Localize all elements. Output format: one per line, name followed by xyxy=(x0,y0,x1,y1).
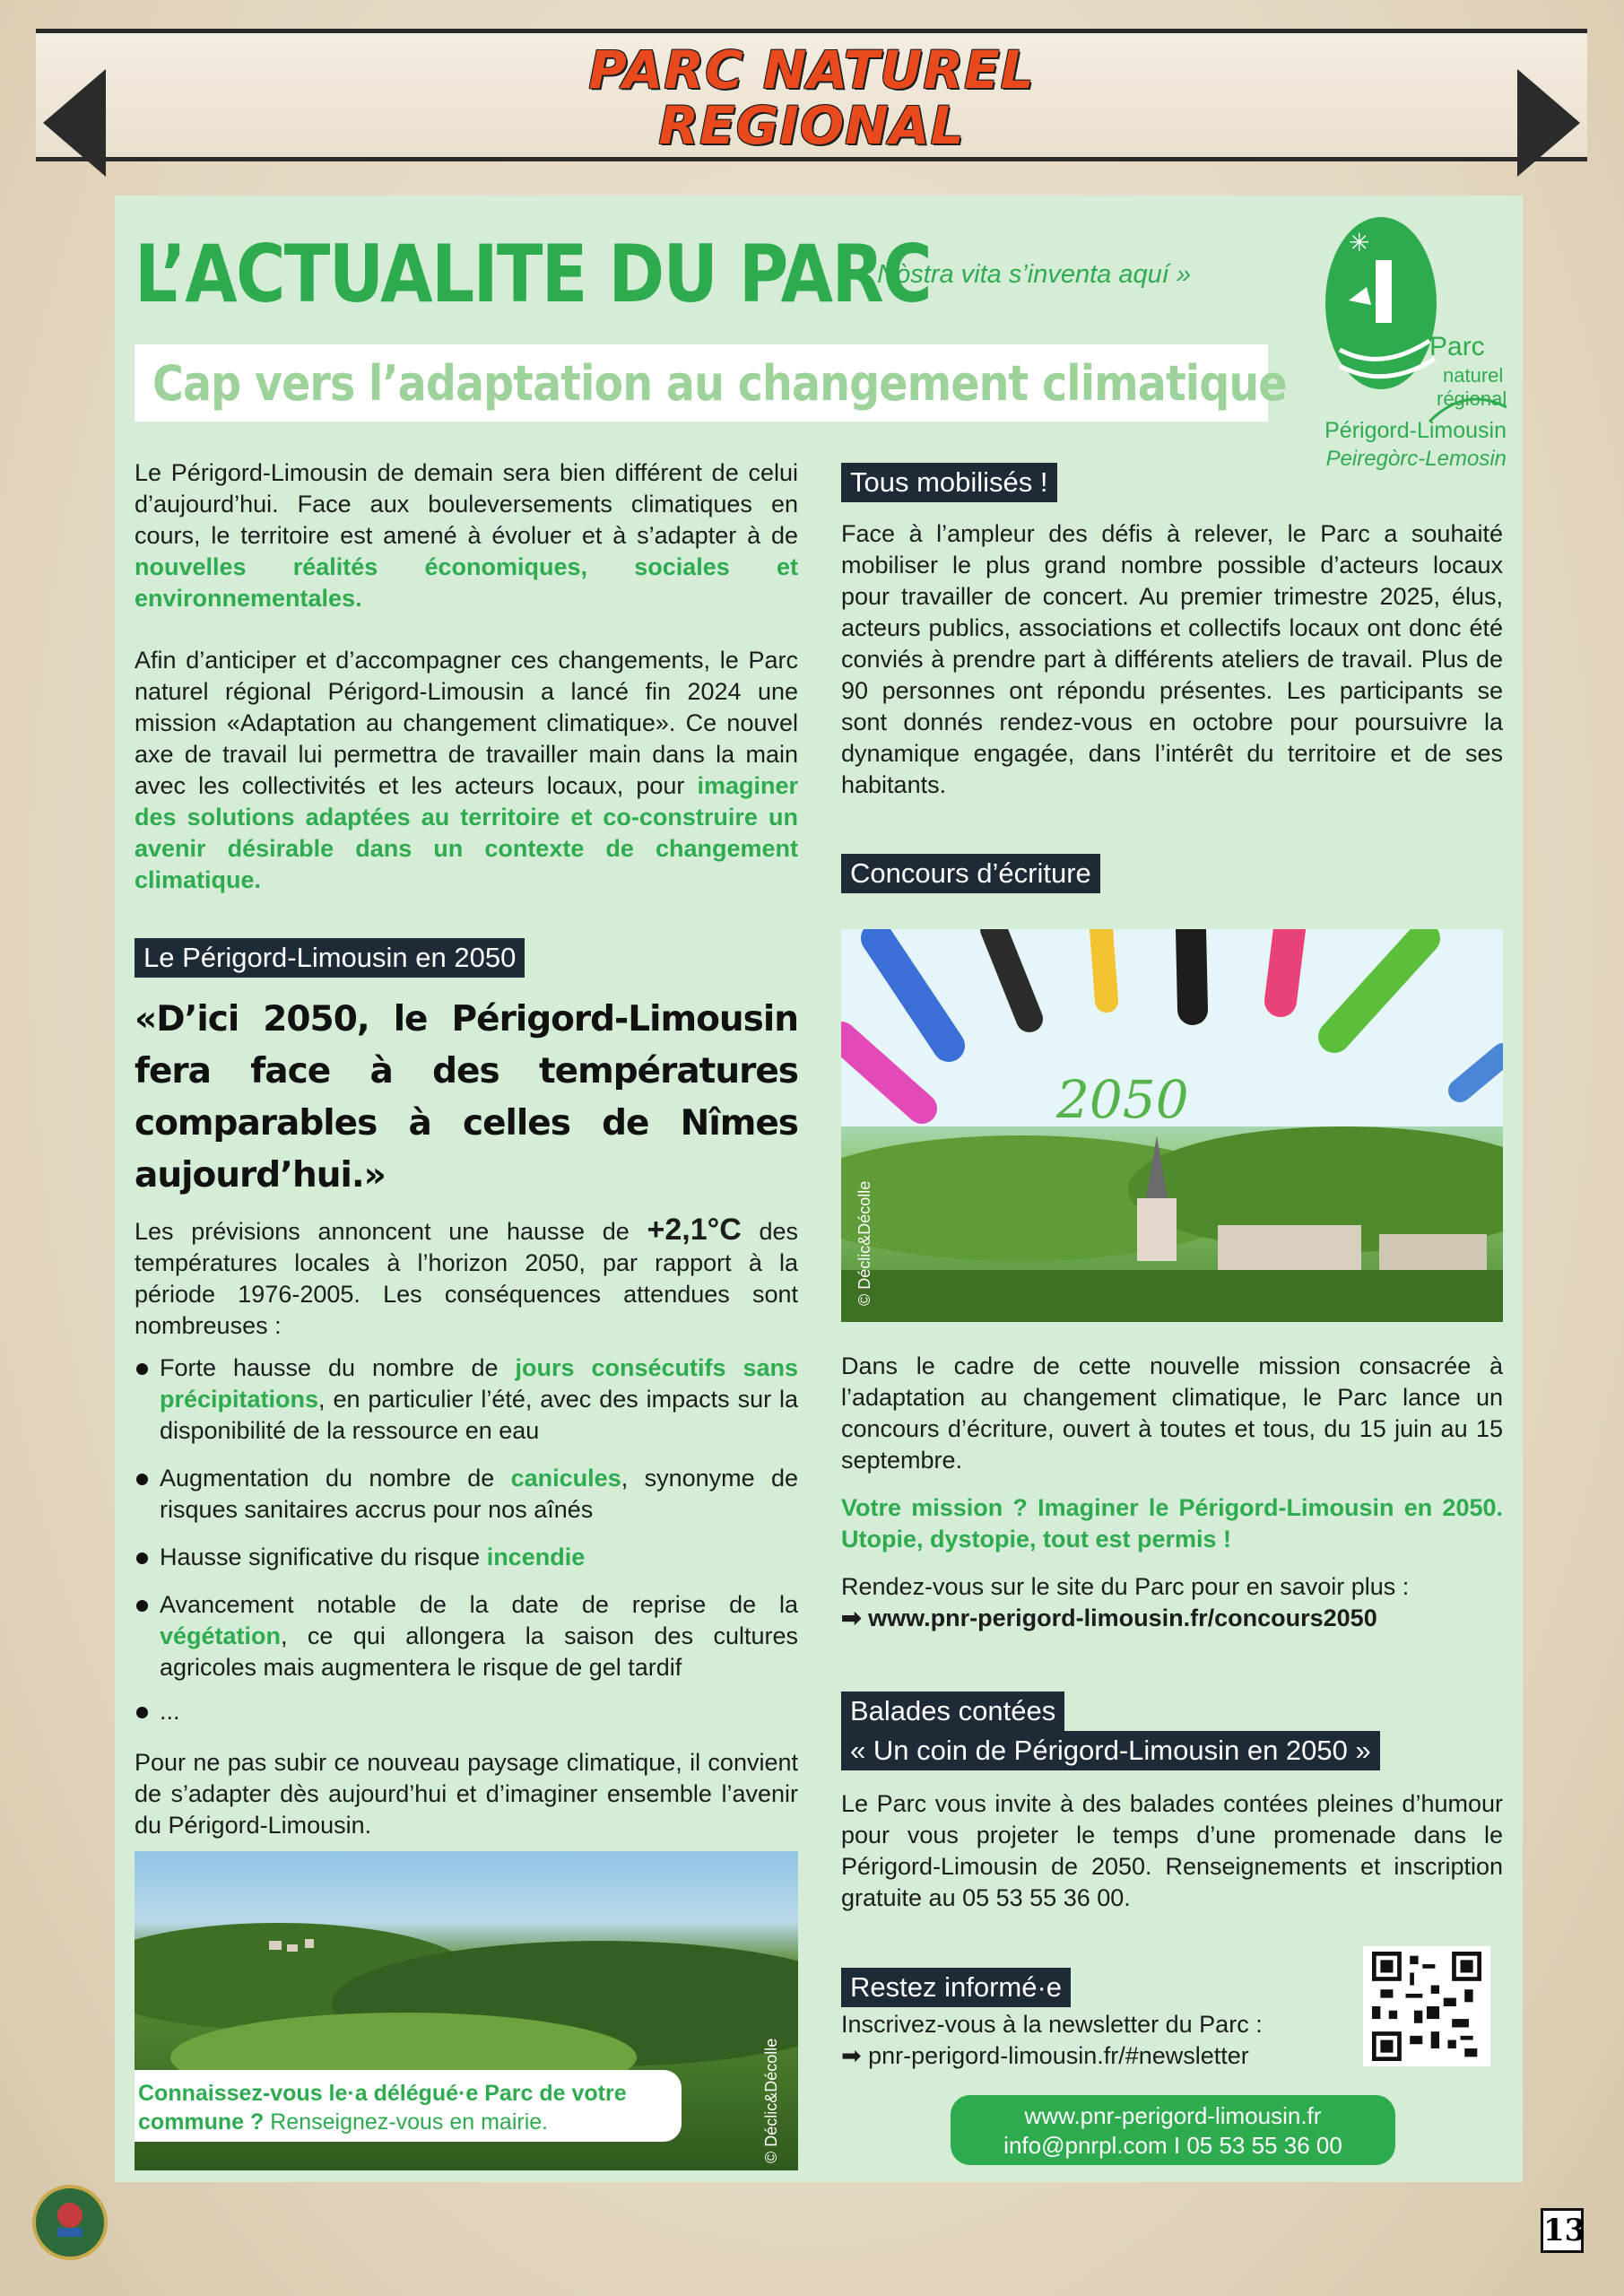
list-item: ... xyxy=(135,1696,798,1727)
page-title: L’ACTUALITE DU PARC xyxy=(135,228,931,320)
right-mobilises xyxy=(841,463,1503,801)
conclusion-paragraph: Pour ne pas subir ce nouveau paysage climatique, il convient de s’adapter dès aujourd’hui et d’imaginer ensemble l’avenir du Périgord-Limousin. xyxy=(135,1749,798,1839)
right-concours xyxy=(841,854,1503,893)
banner-line-1: PARC NATUREL xyxy=(588,39,1035,100)
balades-heading: Balades contées xyxy=(841,1692,1064,1731)
contact-email-phone[interactable]: info@pnrpl.com I 05 53 55 36 00 xyxy=(1003,2132,1342,2159)
quote-2050: «D’ici 2050, le Périgord-Limousin fera face à des températures comparables à celles de Nîmes aujourd’hui.» xyxy=(135,999,798,1196)
list-item: Hausse significative du risque incendie xyxy=(135,1542,798,1573)
contact-pill[interactable] xyxy=(951,2095,1395,2165)
qr-pattern xyxy=(1368,1952,1485,2061)
pens-village-illustration xyxy=(841,929,1503,1322)
svg-text:✳: ✳ xyxy=(1349,228,1370,257)
banner-line-2: REGIONAL xyxy=(658,95,965,156)
list-item: Avancement notable de la date de reprise de la végétation, ce qui allongera la saison des cultures agricoles mais augmentera le risque de gel tardif xyxy=(135,1589,798,1683)
logo-regional-text: régional xyxy=(1437,387,1507,410)
mobilises-heading: Tous mobilisés ! xyxy=(841,463,1057,502)
list-item: Forte hausse du nombre de jours consécutifs sans précipitations, en particulier l’été, avec des impacts sur la disponibilité de la ressource en eau xyxy=(135,1352,798,1447)
motto: « Nòstra vita s’inventa aquí » xyxy=(855,260,1191,289)
qr-code-icon[interactable] xyxy=(1363,1946,1490,2066)
page-number: 13 xyxy=(1541,2208,1584,2253)
logo-naturel-text: naturel xyxy=(1443,364,1504,387)
seal-emblem-icon xyxy=(32,2185,108,2260)
logo-name-fr: Périgord-Limousin xyxy=(1324,418,1507,443)
mission-callout: Votre mission ? Imaginer le Périgord-Limousin en 2050. Utopie, dystopie, tout est permis ! xyxy=(841,1494,1503,1552)
article-card xyxy=(115,196,1523,2182)
banner xyxy=(36,29,1587,161)
park-logo xyxy=(1322,215,1510,484)
balades-subheading: « Un coin de Périgord-Limousin en 2050 » xyxy=(841,1731,1380,1770)
website-intro: Rendez-vous sur le site du Parc pour en savoir plus : xyxy=(841,1573,1410,1600)
subtitle-box xyxy=(135,344,1287,422)
right-newsletter xyxy=(841,1968,1343,2072)
photo-credit: © Déclic&Décolle xyxy=(762,2038,780,2163)
intro-paragraph: Le Périgord-Limousin de demain sera bien différent de celui d’aujourd’hui. Face aux bouleversements climatiques en cours, le territoire est amené à évoluer et à s’adapter à de nouvelles réalités économiques, sociales et environnementales. xyxy=(135,459,798,612)
list-item: Augmentation du nombre de canicules, synonyme de risques sanitaires accrus pour nos aînés xyxy=(135,1463,798,1526)
consequence-list xyxy=(135,1352,798,1727)
concours-heading: Concours d’écriture xyxy=(841,854,1100,893)
balades-paragraph: Le Parc vous invite à des balades contées pleines d’humour pour vous projeter le temps d’une promenade dans le Périgord-Limousin de 2050. Renseignements et inscription gratuite au 05 53 55 36 00. xyxy=(841,1790,1503,1911)
mobilises-paragraph: Face à l’ampleur des défis à relever, le Parc a souhaité mobiliser le plus grand nombre possible d’acteurs locaux pour travailler de concert. Au premier trimestre 2025, élus, acteurs publics, associations et collectifs locaux ont donc été conviés à prendre part à différents ateliers de travail. Plus de 90 personnes ont répondu présentes. Les participants se sont donnés rendez-vous en octobre pour poursuivre la dynamique engagée, dans l’intérêt du territoire et de ses habitants. xyxy=(841,520,1503,798)
concours-link[interactable]: ➡ www.pnr-perigord-limousin.fr/concours2050 xyxy=(841,1605,1377,1631)
logo-name-oc: Peiregòrc-Lemosin xyxy=(1325,447,1507,471)
contact-website[interactable]: www.pnr-perigord-limousin.fr xyxy=(1024,2102,1322,2129)
section-2050-heading: Le Périgord-Limousin en 2050 xyxy=(135,938,525,978)
newsletter-heading: Restez informé·e xyxy=(841,1968,1071,2007)
mission-paragraph: Afin d’anticiper et d’accompagner ces changements, le Parc naturel régional Périgord-Limousin a lancé fin 2024 une mission «Adaptation au changement climatique». Ce nouvel axe de travail lui permettra de travailler main dans la main avec les collectivités et les acteurs locaux, pour imaginer des solutions adaptées au territoire et co-construire un avenir désirable dans un contexte de changement climatique. xyxy=(135,647,798,893)
logo-park-text: Parc xyxy=(1429,332,1485,361)
right-balades xyxy=(841,1692,1503,1914)
right-concours-text xyxy=(841,1351,1503,1634)
landscape-photo xyxy=(135,1851,798,2170)
banner-title xyxy=(36,39,1587,156)
section-2050 xyxy=(135,938,798,1841)
bulletin-seal-logo xyxy=(32,2185,108,2260)
delegate-callout: Connaissez-vous le·a délégué·e Parc de votre commune ? Renseignez-vous en mairie. xyxy=(135,2070,682,2142)
newsletter-link[interactable]: ➡ pnr-perigord-limousin.fr/#newsletter xyxy=(841,2042,1249,2069)
newsletter-text: Inscrivez-vous à la newsletter du Parc : xyxy=(841,2011,1263,2038)
writing-contest-illustration xyxy=(841,929,1503,1322)
subtitle: Cap vers l’adaptation au changement climatique xyxy=(152,355,1287,412)
contest-year-text: 2050 xyxy=(1056,1069,1189,1130)
concours-paragraph: Dans le cadre de cette nouvelle mission consacrée à l’adaptation au changement climatique, le Parc lance un concours d’écriture, ouvert à toutes et tous, du 15 juin au 15 septembre. xyxy=(841,1352,1503,1474)
photo-credit: © Déclic&Décolle xyxy=(855,1180,873,1306)
left-intro xyxy=(135,457,798,896)
forecast-paragraph: Les prévisions annoncent une hausse de +2,1°C des températures locales à l’horizon 2050, par rapport à la période 1976-2005. Les conséquences attendues sont nombreuses : xyxy=(135,1213,798,1339)
